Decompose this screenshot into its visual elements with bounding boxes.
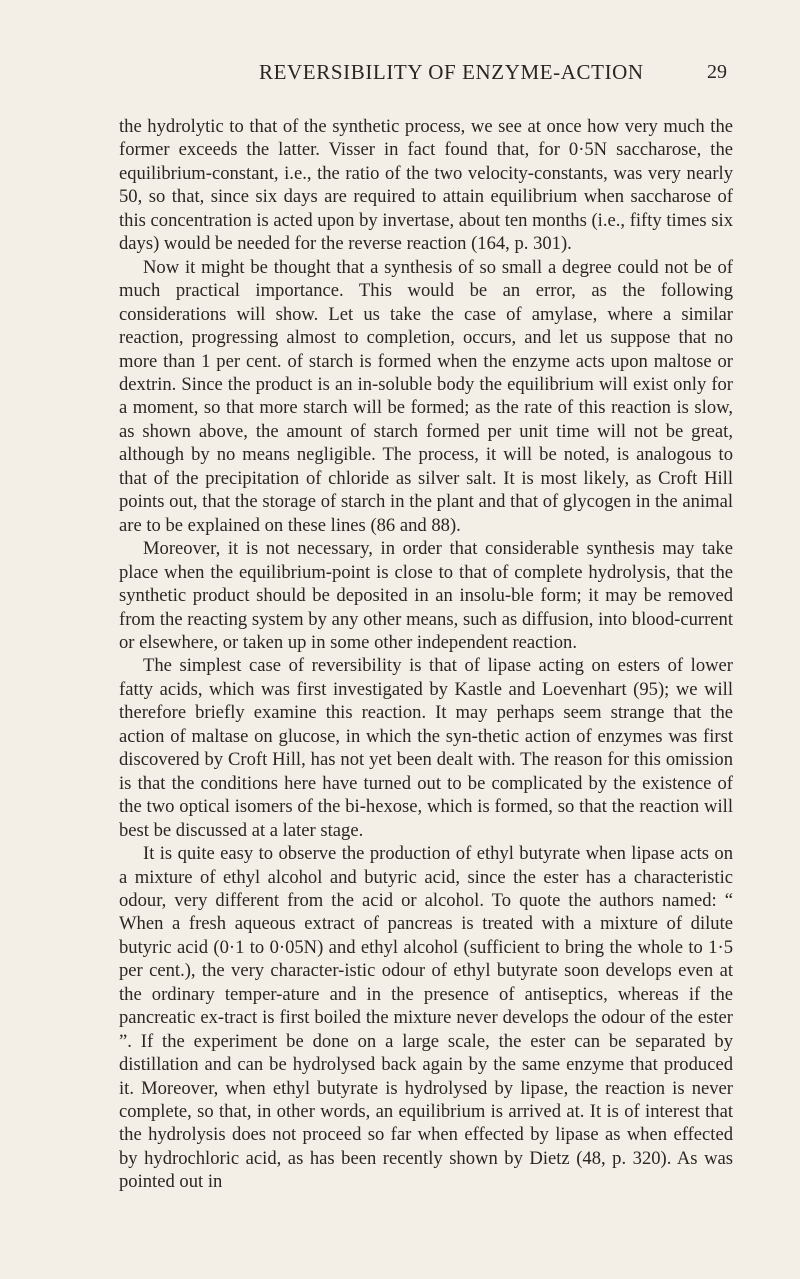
running-title: REVERSIBILITY OF ENZYME-ACTION — [259, 60, 644, 84]
body-text — [119, 115, 733, 1194]
page-number: 29 — [707, 61, 727, 83]
paragraph: Moreover, it is not necessary, in order that considerable synthesis may take place when the equilibrium-point is close to that of complete hydrolysis, that the synthetic product should be deposited in an insolu-ble form; it may be removed from the reacting system by any other means, such as diffusion, into blood-current or elsewhere, or taken up in some other independent reaction. — [119, 538, 733, 653]
paragraph: The simplest case of reversibility is that of lipase acting on esters of lower fatty acids, which was first investigated by Kastle and Loevenhart (95); we will therefore briefly examine this reaction. It may perhaps seem strange that the action of maltase on glucose, in which the syn-thetic action of enzymes was first discovered by Croft Hill, has not yet been dealt with. The reason for this omission is that the conditions here have turned out to be complicated by the existence of the two optical isomers of the bi-hexose, which is formed, so that the reaction will best be discussed at a later stage. — [119, 655, 733, 841]
paragraph: It is quite easy to observe the production of ethyl butyrate when lipase acts on a mixture of ethyl alcohol and butyric acid, since the ester has a characteristic odour, very different from the acid or alcohol. To quote the authors named: “ When a fresh aqueous extract of pancreas is treated with a mixture of dilute butyric acid (0·1 to 0·05N) and ethyl alcohol (sufficient to bring the whole to 1·5 per cent.), the very character-istic odour of ethyl butyrate soon develops even at the ordinary temper-ature and in the presence of antiseptics, whereas if the pancreatic ex-tract is first boiled the mixture never develops the odour of the ester ”. If the experiment be done on a large scale, the ester can be separated by distillation and can be hydrolysed back again by the same enzyme that produced it. Moreover, when ethyl butyrate is hydrolysed by lipase, the reaction is never complete, so that, in other words, an equilibrium is arrived at. It is of interest that the hydrolysis does not proceed so far when effected by lipase as when effected by hydrochloric acid, as has been recently shown by Dietz (48, p. 320). As was pointed out in — [119, 843, 733, 1193]
paragraph-continued: the hydrolytic to that of the synthetic process, we see at once how very much the former exceeds the latter. Visser in fact found that, for 0·5N saccharose, the equilibrium-constant, i.e., the ratio of the two velocity-constants, was very nearly 50, so that, since six days are required to attain equilibrium when saccharose of this concentration is acted upon by invertase, about ten months (i.e., fifty times six days) would be needed for the reverse reaction (164, p. 301). — [119, 116, 733, 255]
paragraph: Now it might be thought that a synthesis of so small a degree could not be of much practical importance. This would be an error, as the following considerations will show. Let us take the case of amylase, where a similar reaction, progressing almost to completion, occurs, and let us suppose that no more than 1 per cent. of starch is formed when the enzyme acts upon maltose or dextrin. Since the product is an in-soluble body the equilibrium will exist only for a moment, so that more starch will be formed; as the rate of this reaction is slow, as shown above, the amount of starch formed per unit time will not be great, although by no means negligible. The process, it will be noted, is analogous to that of the precipitation of chloride as silver salt. It is most likely, as Croft Hill points out, that the storage of starch in the plant and that of glycogen in the animal are to be explained on these lines (86 and 88). — [119, 256, 733, 536]
